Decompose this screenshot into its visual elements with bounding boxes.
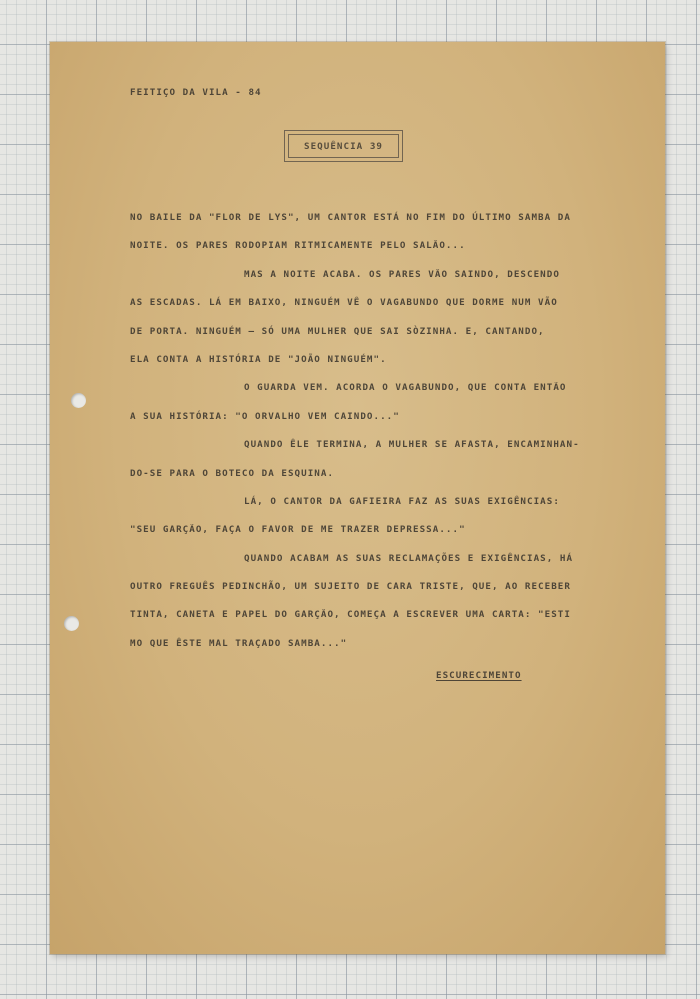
script-line: DO-SE PARA O BOTECO DA ESQUINA. [130, 467, 335, 479]
script-line: O GUARDA VEM. ACORDA O VAGABUNDO, QUE CONTA ENTÃO [244, 382, 567, 394]
scene-transition: ESCURECIMENTO [436, 670, 522, 681]
script-line: NO BAILE DA "FLOR DE LYS", UM CANTOR ESTÁ NO FIM DO ÚLTIMO SAMBA DA [130, 212, 571, 223]
script-line: MAS A NOITE ACABA. OS PARES VÃO SAINDO, DESCENDO [244, 268, 560, 280]
typewritten-page [50, 42, 665, 954]
script-line: TINTA, CANETA E PAPEL DO GARÇÃO, COMEÇA A ESCREVER UMA CARTA: "ESTI [130, 609, 571, 621]
script-line: AS ESCADAS. LÁ EM BAIXO, NINGUÉM VÊ O VAGABUNDO QUE DORME NUM VÃO [130, 297, 558, 309]
script-line: DE PORTA. NINGUÉM — SÓ UMA MULHER QUE SAI SÒZINHA. E, CANTANDO, [130, 325, 545, 337]
script-line: A SUA HISTÓRIA: "O ORVALHO VEM CAINDO..." [130, 410, 400, 422]
scene-description [130, 204, 630, 658]
punch-hole-top [71, 393, 86, 408]
script-line: NOITE. OS PARES RODOPIAM RITMICAMENTE PELO SALÃO... [130, 240, 466, 252]
page-header: FEITIÇO DA VILA - 84 [130, 87, 262, 98]
sequence-label: SEQUÊNCIA 39 [304, 140, 383, 152]
sequence-box [284, 130, 403, 162]
script-line: QUANDO ÊLE TERMINA, A MULHER SE AFASTA, ENCAMINHAN- [244, 439, 580, 451]
script-line: MO QUE ÊSTE MAL TRAÇADO SAMBA..." [130, 637, 348, 649]
script-line: QUANDO ACABAM AS SUAS RECLAMAÇÕES E EXIGÊNCIAS, HÁ [244, 552, 574, 564]
script-line: "SEU GARÇÃO, FAÇA O FAVOR DE ME TRAZER DEPRESSA..." [130, 524, 466, 536]
script-line: OUTRO FREGUÊS PEDINCHÃO, UM SUJEITO DE CARA TRISTE, QUE, AO RECEBER [130, 581, 571, 593]
punch-hole-bottom [64, 616, 79, 631]
script-line: ELA CONTA A HISTÓRIA DE "JOÃO NINGUÉM". [130, 353, 387, 365]
script-line: LÁ, O CANTOR DA GAFIEIRA FAZ AS SUAS EXIGÊNCIAS: [244, 495, 560, 507]
sequence-box-inner [288, 134, 399, 158]
